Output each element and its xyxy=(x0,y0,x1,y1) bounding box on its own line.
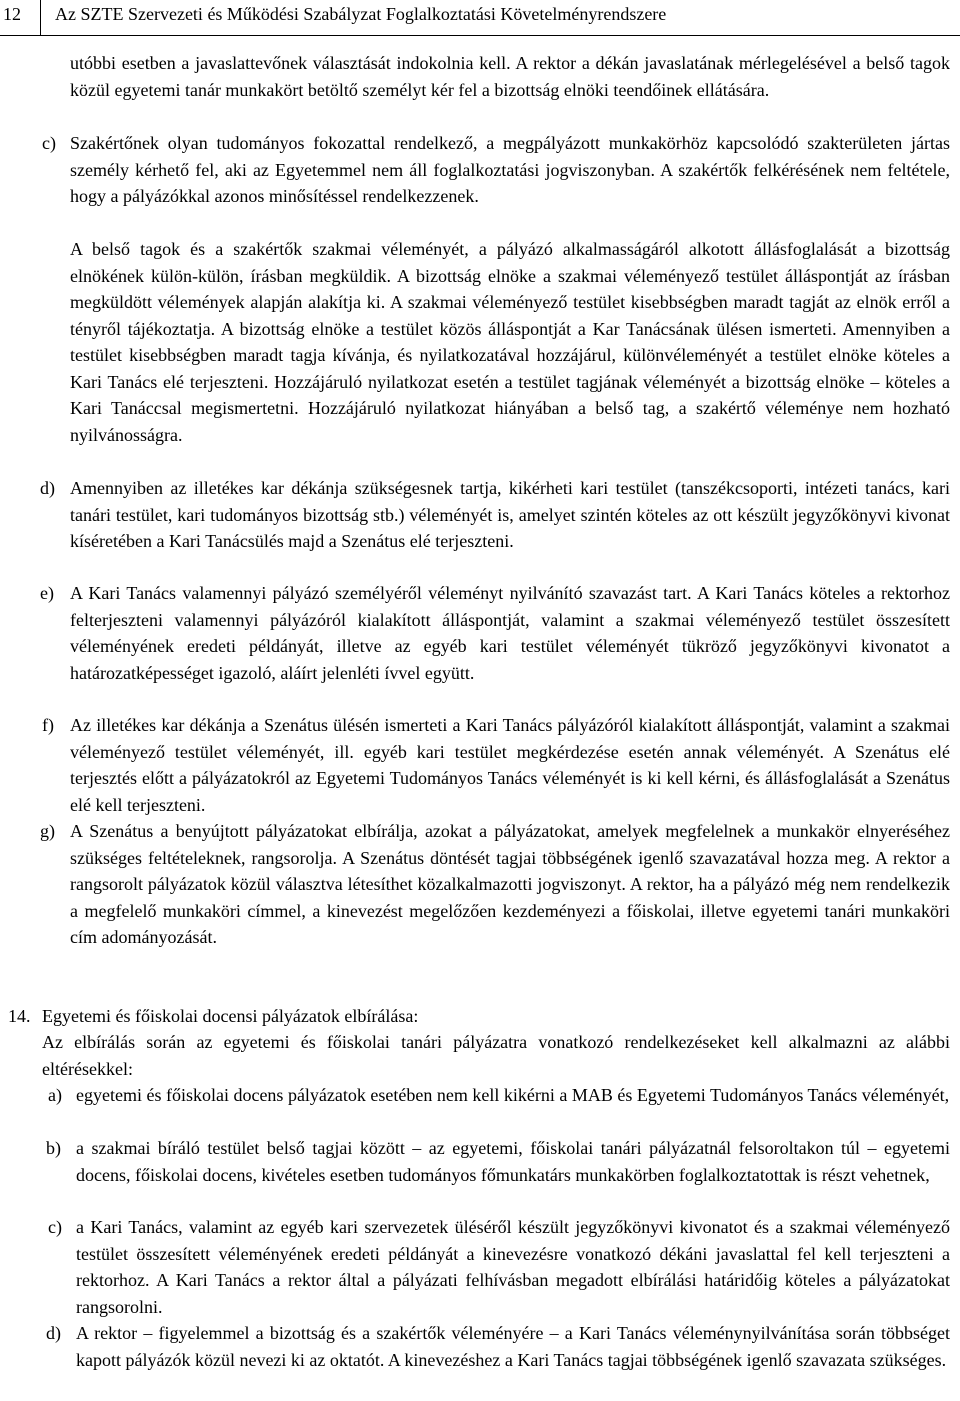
section-14-item-a-label: a) xyxy=(48,1085,62,1105)
section-14-item-b-text: a szakmai bíráló testület belső tagjai között – az egyetemi, főiskolai tanári pályázatnál felsoroltakon túl – egyetemi docens, főiskolai docens, kivételes esetben tudományos főmunkatárs munkakörben foglalkoztatottak is részt vehetnek, xyxy=(76,1138,950,1185)
section-14-item-a-text: egyetemi és főiskolai docens pályázatok esetében nem kell kikérni a MAB és Egyetemi Tudományos Tanács véleményét, xyxy=(76,1085,950,1105)
section-14-title: Egyetemi és főiskolai docensi pályázatok elbírálása: xyxy=(42,1006,419,1026)
item-d-label: d) xyxy=(40,478,55,498)
section-14-item-c-text: a Kari Tanács, valamint az egyéb kari szervezetek üléséről készült jegyzőkönyvi kivonatot és a szakmai véleményező testület összesített véleményének eredeti példányát a kinevezésre vonatkozó dékáni javaslattal fel kell terjeszteni a rektorhoz. A Kari Tanács a rektor által a pályázati felhívásban megadott elbírálási határidőig köteles a pályázatokat rangsorolni. xyxy=(76,1217,950,1317)
item-c-label: c) xyxy=(42,133,56,153)
item-g-label: g) xyxy=(40,821,55,841)
section-14-item-d-label: d) xyxy=(46,1323,61,1343)
header-title: Az SZTE Szervezeti és Működési Szabályzat Foglalkoztatási Követelményrendszere xyxy=(55,4,667,24)
item-c-paragraph-2: A belső tagok és a szakértők szakmai véleményét, a pályázó alkalmasságáról alkotott állásfoglalását a bizottság elnökének külön-külön, írásban megküldik. A bizottság elnöke a szakmai véleményező testület álláspontját az írásban megküldött vélemények alapján alakítja ki. A szakmai véleményező testület kisebbségben maradt tagját az elnök erről a tényről tájékoztatja. A bizottság elnöke a testület közös álláspontját a Kar Tanácsának ülésen ismerteti. Amennyiben a testület kisebbségben maradt tagja kívánja, és nyilatkozatával hozzájárul, különvéleményét a testület elnöke köteles a Kari Tanács elé terjeszteni. Hozzájáruló nyilatkozat esetén a testület tagjának véleményét a bizottság elnöke – köteles a Kari Tanáccsal megismertetni. Hozzájáruló nyilatkozat hiányában a belső tag, a szakértő véleménye nem hozható nyilvánosságra. xyxy=(70,239,950,445)
section-14-item-d-text: A rektor – figyelemmel a bizottság és a szakértők véleményére – a Kari Tanács véleménynyilvánítása során többséget kapott pályázók közül nevezi ki az oktatót. A kinevezéshez a Kari Tanács tagjai többségének igenlő szavazata szükséges. xyxy=(76,1323,950,1370)
header-divider-vertical xyxy=(40,0,41,36)
header-rule xyxy=(0,35,960,36)
page-number: 12 xyxy=(3,4,21,24)
item-e-text: A Kari Tanács valamennyi pályázó személyéről véleményt nyilvánító szavazást tart. A Kari Tanács köteles a rektorhoz felterjeszteni valamennyi pályázóról kialakított álláspontját, valamint a szakmai véleményező testület összesített véleményének eredeti példányát, illetve az egyéb kari testület véleményét tükröző jegyzőkönyvi kivonatot a határozatképességet igazoló, aláírt jelenléti ívvel együtt. xyxy=(70,583,950,683)
item-f-label: f) xyxy=(42,715,54,735)
page-header xyxy=(0,0,960,34)
item-e-label: e) xyxy=(40,583,54,603)
continuation-paragraph: utóbbi esetben a javaslattevőnek választását indokolnia kell. A rektor a dékán javaslatának mérlegelésével a belső tagok közül egyetemi tanár munkakört betöltő személyt kér fel a bizottság elnöki teendőinek ellátására. xyxy=(70,53,950,100)
section-14-intro: Az elbírálás során az egyetemi és főiskolai tanári pályázatra vonatkozó rendelkezéseket kell alkalmazni az alábbi eltérésekkel: xyxy=(42,1032,950,1079)
item-f-text: Az illetékes kar dékánja a Szenátus ülésén ismerteti a Kari Tanács pályázóról kialakított álláspontját, valamint a szakmai véleményező testület véleményét, ill. egyéb kari testület megkérdezése esetén annak véleményét. A Szenátus elé terjesztés előtt a pályázatokról az Egyetemi Tudományos Tanács véleményét is ki kell kérni, és állásfoglalását a Szenátus elé kell terjeszteni. xyxy=(70,715,950,815)
item-c-text: Szakértőnek olyan tudományos fokozattal rendelkező, a megpályázott munkakörhöz kapcsolódó szakterületen jártas személy kérhető fel, aki az Egyetemmel nem áll foglalkoztatási jogviszonyban. A szakértők felkérésének nem feltétele, hogy a pályázókkal azonos minősítéssel rendelkezzenek. xyxy=(70,133,950,206)
section-14-number: 14. xyxy=(8,1006,31,1026)
section-14-item-b-label: b) xyxy=(46,1138,61,1158)
item-g-text: A Szenátus a benyújtott pályázatokat elbírálja, azokat a pályázatokat, amelyek megfelelnek a munkakör elnyeréséhez szükséges feltételeknek, rangsorolja. A Szenátus döntését tagjai többségének igenlő szavazatával hozza meg. A rektor a rangsorolt pályázatok közül választva létesíthet közalkalmazotti jogviszonyt. A rektor, ha a pályázó még nem rendelkezik a megfelelő munkaköri címmel, a kinevezést megelőzően kezdeményezi a főiskolai, illetve egyetemi tanári munkaköri cím adományozását. xyxy=(70,821,950,947)
item-d-text: Amennyiben az illetékes kar dékánja szükségesnek tartja, kikérheti kari testület (tanszékcsoporti, intézeti tanács, kari tanári testület, kari tudományos bizottság stb.) véleményét is, amelyet szintén köteles az ott készült jegyzőkönyvi kivonat kíséretében a Kari Tanácsülés majd a Szenátus elé terjeszteni. xyxy=(70,478,950,551)
section-14-item-c-label: c) xyxy=(48,1217,62,1237)
